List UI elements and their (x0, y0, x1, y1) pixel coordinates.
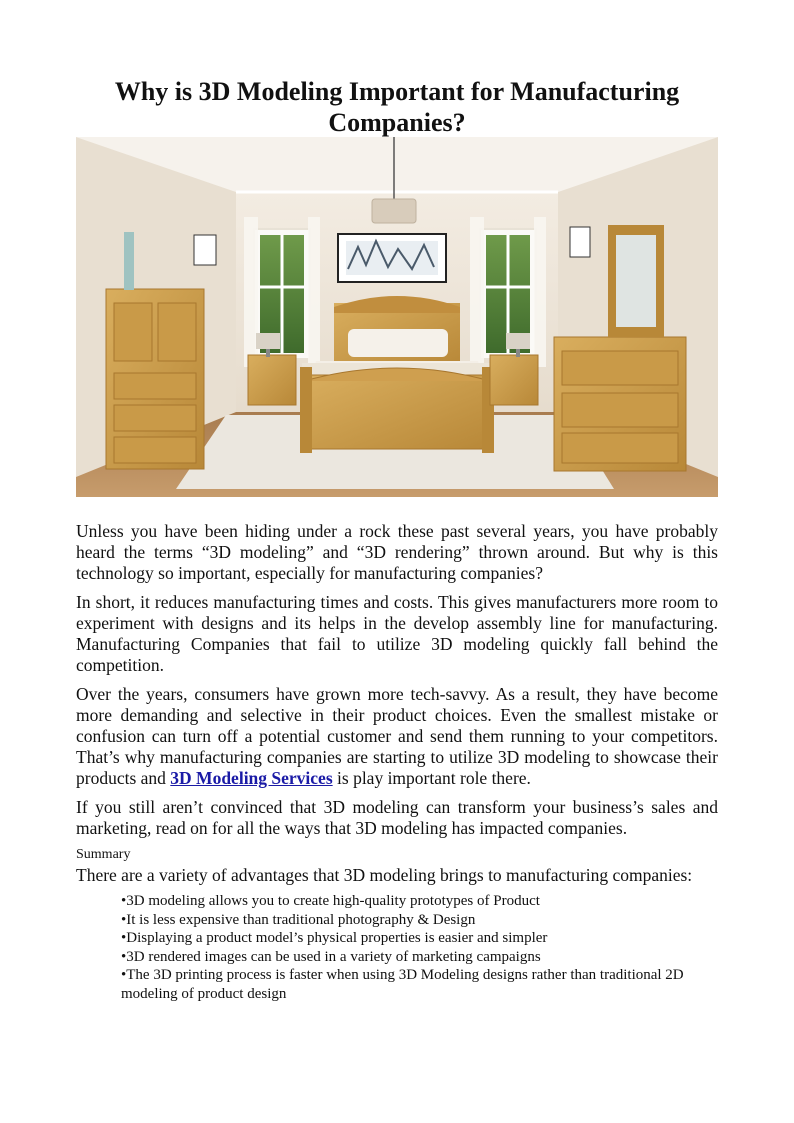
paragraph-consumers-tail: is play important role there. (332, 768, 531, 788)
list-item: •3D modeling allows you to create high-quality prototypes of Product (121, 893, 540, 909)
list-item: •3D rendered images can be used in a variety of marketing campaigns (121, 948, 541, 965)
paragraph-costs: In short, it reduces manufacturing times and costs. This gives manufacturers more room to experiment with designs and its helps in the develop assembly line for manufacturing. Manufacturing Companies that fail to utilize 3D modeling quickly fall behind the competition. (76, 592, 718, 675)
article-body (76, 521, 718, 1003)
page-title: Why is 3D Modeling Important for Manufacturing Companies? (114, 77, 680, 137)
summary-heading: Summary (76, 847, 131, 862)
list-item: •The 3D printing process is faster when using 3D Modeling designs rather than traditional 2D modeling of product design (121, 967, 684, 1002)
paragraph-intro: Unless you have been hiding under a rock these past several years, you have probably heard the terms “3D modeling” and “3D rendering” thrown around. But why is this technology so important, especially for manufacturing companies? (76, 521, 718, 583)
list-item: •Displaying a product model’s physical properties is easier and simpler (121, 930, 548, 946)
paragraph-consumers (76, 684, 718, 789)
summary-intro: There are a variety of advantages that 3D modeling brings to manufacturing companies: (76, 865, 693, 885)
advantages-list (76, 892, 718, 1003)
3d-modeling-services-link[interactable]: 3D Modeling Services (170, 768, 333, 788)
paragraph-convince: If you still aren’t convinced that 3D modeling can transform your business’s sales and marketing, read on for all the ways that 3D modeling has impacted companies. (76, 797, 718, 838)
paragraph-consumers-text: Over the years, consumers have grown more tech-savvy. As a result, they have become more demanding and selective in their product choices. Even the smallest mistake or confusion can turn off a potential customer and send them running to your competitors. That’s why manufacturing companies are starting to utilize 3D modeling to showcase their products and (76, 684, 718, 788)
list-item: •It is less expensive than traditional photography & Design (121, 911, 476, 928)
bedroom-render-image (76, 137, 718, 497)
